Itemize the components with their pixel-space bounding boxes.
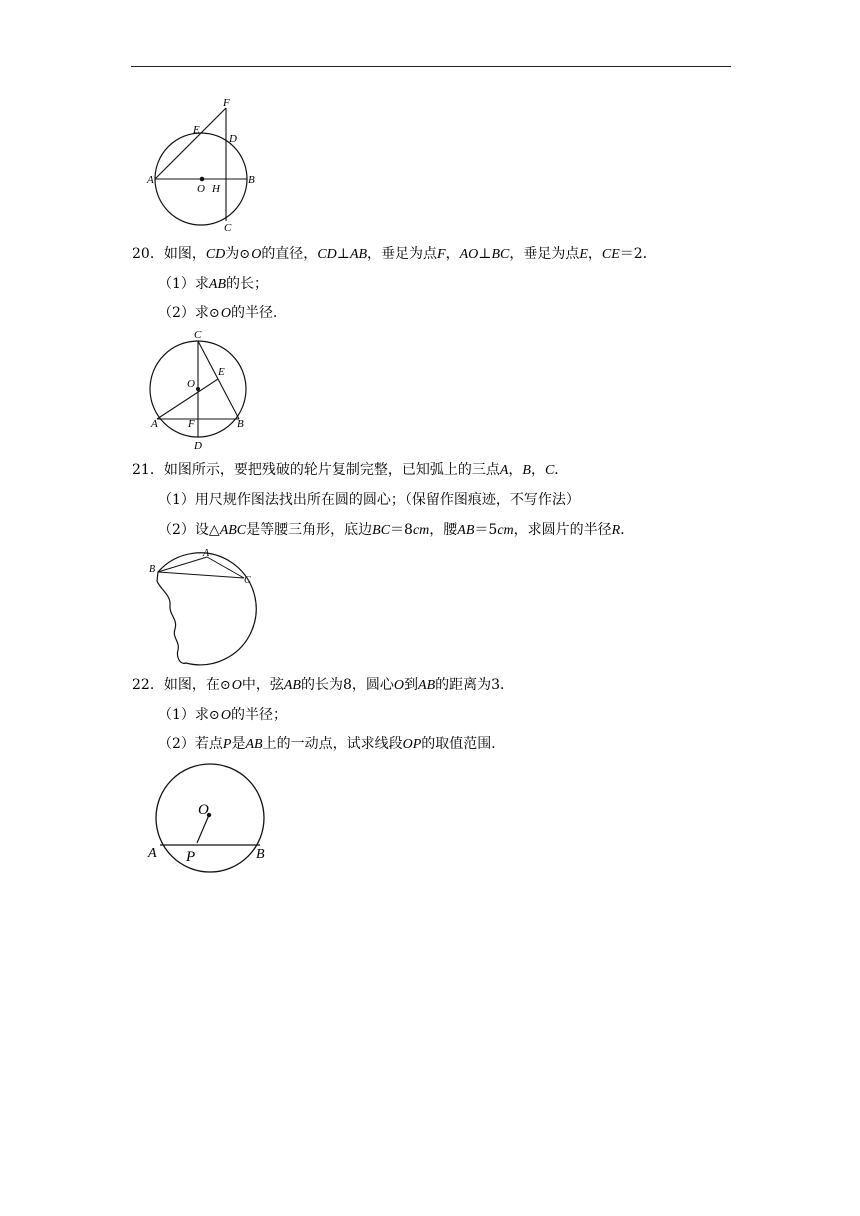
- label-A: A: [151, 418, 158, 430]
- problem-20-q1: （1）求AB的长；: [158, 276, 269, 292]
- figure-20: [140, 326, 260, 454]
- label-E: E: [218, 366, 225, 378]
- problem-20-statement: 20．如图，CD为⊙O的直径，CD⊥AB，垂足为点F，AO⊥BC，垂足为点E，CE＝2．: [132, 246, 657, 262]
- label-B: B: [256, 847, 265, 862]
- figure-22: [140, 765, 280, 880]
- label-H: H: [212, 183, 220, 195]
- header-rule: [131, 66, 731, 67]
- problem-21-q1: （1）用尺规作图法找出所在圆的圆心；（保留作图痕迹，不写作法）: [158, 492, 580, 508]
- label-A: A: [203, 548, 210, 559]
- problem-22-q1: （1）求⊙O的半径；: [158, 707, 287, 723]
- label-O: O: [187, 378, 195, 390]
- figure-21: [140, 545, 260, 670]
- figure-19: [140, 95, 270, 240]
- label-E: E: [193, 124, 200, 136]
- label-O: O: [197, 183, 205, 195]
- label-C: C: [244, 575, 251, 586]
- problem-21-statement: 21．如图所示，要把残破的轮片复制完整，已知弧上的三点A，B，C．: [132, 462, 569, 478]
- label-A: A: [148, 846, 157, 861]
- label-D: D: [194, 440, 202, 452]
- label-A: A: [147, 174, 154, 186]
- label-C: C: [194, 329, 202, 341]
- label-D: D: [229, 133, 237, 145]
- problem-22-statement: 22．如图，在⊙O中，弦AB的长为8，圆心O到AB的距离为3．: [132, 677, 515, 693]
- label-C: C: [224, 222, 232, 234]
- label-B: B: [149, 564, 156, 575]
- label-B: B: [248, 174, 255, 186]
- problem-20-q2: （2）求⊙O的半径．: [158, 305, 287, 321]
- label-O: O: [198, 802, 209, 818]
- label-F: F: [188, 418, 195, 430]
- problem-21-q2: （2）设△ABC是等腰三角形，底边BC＝8cm，腰AB＝5cm，求圆片的半径R．: [158, 522, 635, 538]
- label-F: F: [223, 97, 230, 109]
- label-B: B: [237, 418, 244, 430]
- label-P: P: [186, 849, 196, 865]
- problem-22-q2: （2）若点P是AB上的一动点，试求线段OP的取值范围．: [158, 736, 506, 752]
